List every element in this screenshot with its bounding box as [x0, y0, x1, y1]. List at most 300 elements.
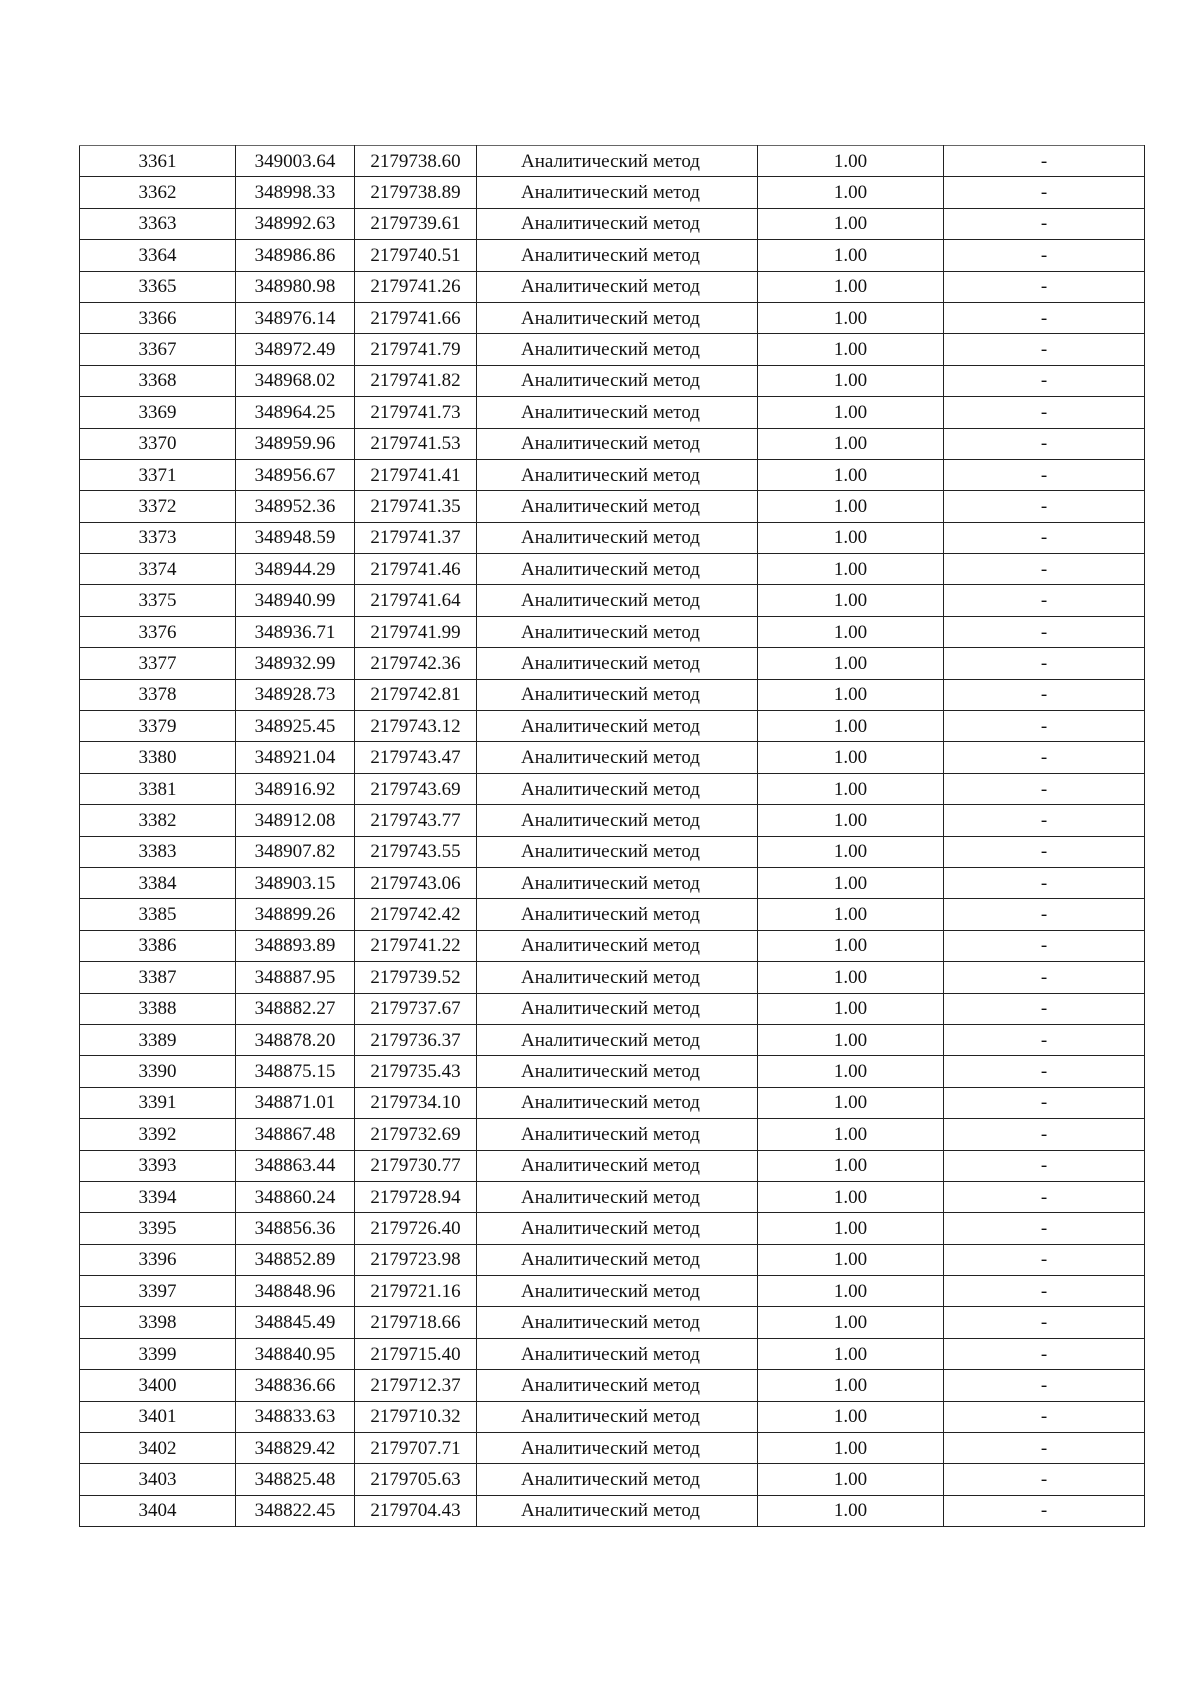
- method-cell: Аналитический метод: [477, 993, 758, 1024]
- y-coordinate-cell: 2179736.37: [355, 1024, 477, 1055]
- y-coordinate-cell: 2179704.43: [355, 1495, 477, 1526]
- y-coordinate-cell: 2179742.36: [355, 648, 477, 679]
- point-number-cell: 3388: [80, 993, 236, 1024]
- accuracy-cell: 1.00: [758, 1464, 944, 1495]
- description-cell: -: [944, 1213, 1145, 1244]
- accuracy-cell: 1.00: [758, 1401, 944, 1432]
- description-cell: -: [944, 334, 1145, 365]
- y-coordinate-cell: 2179735.43: [355, 1056, 477, 1087]
- description-cell: -: [944, 208, 1145, 239]
- method-cell: Аналитический метод: [477, 302, 758, 333]
- y-coordinate-cell: 2179743.06: [355, 867, 477, 898]
- point-number-cell: 3397: [80, 1276, 236, 1307]
- method-cell: Аналитический метод: [477, 1119, 758, 1150]
- description-cell: -: [944, 1150, 1145, 1181]
- method-cell: Аналитический метод: [477, 742, 758, 773]
- description-cell: -: [944, 1087, 1145, 1118]
- point-number-cell: 3383: [80, 836, 236, 867]
- accuracy-cell: 1.00: [758, 1181, 944, 1212]
- x-coordinate-cell: 348948.59: [236, 522, 355, 553]
- method-cell: Аналитический метод: [477, 397, 758, 428]
- description-cell: -: [944, 1370, 1145, 1401]
- table-row: [80, 1150, 1145, 1181]
- point-number-cell: 3385: [80, 899, 236, 930]
- point-number-cell: 3361: [80, 146, 236, 177]
- table-row: [80, 962, 1145, 993]
- description-cell: -: [944, 836, 1145, 867]
- y-coordinate-cell: 2179721.16: [355, 1276, 477, 1307]
- table-row: [80, 773, 1145, 804]
- y-coordinate-cell: 2179741.35: [355, 491, 477, 522]
- description-cell: -: [944, 1276, 1145, 1307]
- y-coordinate-cell: 2179741.99: [355, 616, 477, 647]
- x-coordinate-cell: 348882.27: [236, 993, 355, 1024]
- description-cell: -: [944, 428, 1145, 459]
- x-coordinate-cell: 348968.02: [236, 365, 355, 396]
- method-cell: Аналитический метод: [477, 836, 758, 867]
- description-cell: -: [944, 773, 1145, 804]
- y-coordinate-cell: 2179743.47: [355, 742, 477, 773]
- table-row: [80, 240, 1145, 271]
- table-row: [80, 1338, 1145, 1369]
- table-row: [80, 334, 1145, 365]
- description-cell: -: [944, 962, 1145, 993]
- description-cell: -: [944, 585, 1145, 616]
- method-cell: Аналитический метод: [477, 711, 758, 742]
- accuracy-cell: 1.00: [758, 302, 944, 333]
- table-row: [80, 146, 1145, 177]
- accuracy-cell: 1.00: [758, 208, 944, 239]
- x-coordinate-cell: 348845.49: [236, 1307, 355, 1338]
- method-cell: Аналитический метод: [477, 1338, 758, 1369]
- accuracy-cell: 1.00: [758, 459, 944, 490]
- y-coordinate-cell: 2179741.37: [355, 522, 477, 553]
- description-cell: -: [944, 1464, 1145, 1495]
- table-row: [80, 585, 1145, 616]
- point-number-cell: 3374: [80, 554, 236, 585]
- accuracy-cell: 1.00: [758, 585, 944, 616]
- method-cell: Аналитический метод: [477, 930, 758, 961]
- accuracy-cell: 1.00: [758, 1276, 944, 1307]
- description-cell: -: [944, 554, 1145, 585]
- method-cell: Аналитический метод: [477, 1276, 758, 1307]
- method-cell: Аналитический метод: [477, 679, 758, 710]
- description-cell: -: [944, 1433, 1145, 1464]
- accuracy-cell: 1.00: [758, 867, 944, 898]
- y-coordinate-cell: 2179723.98: [355, 1244, 477, 1275]
- point-number-cell: 3395: [80, 1213, 236, 1244]
- x-coordinate-cell: 348893.89: [236, 930, 355, 961]
- accuracy-cell: 1.00: [758, 773, 944, 804]
- table-row: [80, 1056, 1145, 1087]
- point-number-cell: 3394: [80, 1181, 236, 1212]
- table-row: [80, 742, 1145, 773]
- point-number-cell: 3367: [80, 334, 236, 365]
- method-cell: Аналитический метод: [477, 522, 758, 553]
- accuracy-cell: 1.00: [758, 711, 944, 742]
- description-cell: -: [944, 1056, 1145, 1087]
- x-coordinate-cell: 348956.67: [236, 459, 355, 490]
- method-cell: Аналитический метод: [477, 1024, 758, 1055]
- table-row: [80, 1495, 1145, 1526]
- x-coordinate-cell: 348992.63: [236, 208, 355, 239]
- method-cell: Аналитический метод: [477, 1433, 758, 1464]
- y-coordinate-cell: 2179740.51: [355, 240, 477, 271]
- y-coordinate-cell: 2179730.77: [355, 1150, 477, 1181]
- table-row: [80, 271, 1145, 302]
- description-cell: -: [944, 1307, 1145, 1338]
- y-coordinate-cell: 2179718.66: [355, 1307, 477, 1338]
- point-number-cell: 3399: [80, 1338, 236, 1369]
- point-number-cell: 3377: [80, 648, 236, 679]
- table-row: [80, 177, 1145, 208]
- y-coordinate-cell: 2179705.63: [355, 1464, 477, 1495]
- y-coordinate-cell: 2179734.10: [355, 1087, 477, 1118]
- x-coordinate-cell: 348903.15: [236, 867, 355, 898]
- x-coordinate-cell: 348932.99: [236, 648, 355, 679]
- coordinates-table: [79, 145, 1145, 1527]
- y-coordinate-cell: 2179710.32: [355, 1401, 477, 1432]
- table-row: [80, 302, 1145, 333]
- description-cell: -: [944, 1401, 1145, 1432]
- x-coordinate-cell: 348944.29: [236, 554, 355, 585]
- description-cell: -: [944, 1119, 1145, 1150]
- table-row: [80, 208, 1145, 239]
- table-row: [80, 679, 1145, 710]
- description-cell: -: [944, 993, 1145, 1024]
- y-coordinate-cell: 2179732.69: [355, 1119, 477, 1150]
- description-cell: -: [944, 616, 1145, 647]
- table-row: [80, 616, 1145, 647]
- x-coordinate-cell: 348998.33: [236, 177, 355, 208]
- table-row: [80, 459, 1145, 490]
- table-row: [80, 1244, 1145, 1275]
- y-coordinate-cell: 2179741.26: [355, 271, 477, 302]
- accuracy-cell: 1.00: [758, 397, 944, 428]
- accuracy-cell: 1.00: [758, 899, 944, 930]
- point-number-cell: 3390: [80, 1056, 236, 1087]
- table-row: [80, 993, 1145, 1024]
- method-cell: Аналитический метод: [477, 1401, 758, 1432]
- x-coordinate-cell: 348875.15: [236, 1056, 355, 1087]
- description-cell: -: [944, 1244, 1145, 1275]
- point-number-cell: 3376: [80, 616, 236, 647]
- x-coordinate-cell: 348878.20: [236, 1024, 355, 1055]
- x-coordinate-cell: 348899.26: [236, 899, 355, 930]
- accuracy-cell: 1.00: [758, 334, 944, 365]
- accuracy-cell: 1.00: [758, 177, 944, 208]
- y-coordinate-cell: 2179741.82: [355, 365, 477, 396]
- y-coordinate-cell: 2179728.94: [355, 1181, 477, 1212]
- x-coordinate-cell: 348907.82: [236, 836, 355, 867]
- method-cell: Аналитический метод: [477, 428, 758, 459]
- accuracy-cell: 1.00: [758, 1433, 944, 1464]
- x-coordinate-cell: 348840.95: [236, 1338, 355, 1369]
- x-coordinate-cell: 348860.24: [236, 1181, 355, 1212]
- description-cell: -: [944, 459, 1145, 490]
- table-row: [80, 1370, 1145, 1401]
- point-number-cell: 3364: [80, 240, 236, 271]
- x-coordinate-cell: 348936.71: [236, 616, 355, 647]
- y-coordinate-cell: 2179741.64: [355, 585, 477, 616]
- method-cell: Аналитический метод: [477, 491, 758, 522]
- x-coordinate-cell: 348822.45: [236, 1495, 355, 1526]
- accuracy-cell: 1.00: [758, 1370, 944, 1401]
- description-cell: -: [944, 397, 1145, 428]
- x-coordinate-cell: 348921.04: [236, 742, 355, 773]
- accuracy-cell: 1.00: [758, 962, 944, 993]
- point-number-cell: 3373: [80, 522, 236, 553]
- x-coordinate-cell: 348959.96: [236, 428, 355, 459]
- description-cell: -: [944, 271, 1145, 302]
- y-coordinate-cell: 2179741.41: [355, 459, 477, 490]
- accuracy-cell: 1.00: [758, 805, 944, 836]
- point-number-cell: 3381: [80, 773, 236, 804]
- y-coordinate-cell: 2179741.53: [355, 428, 477, 459]
- point-number-cell: 3375: [80, 585, 236, 616]
- y-coordinate-cell: 2179739.61: [355, 208, 477, 239]
- table-row: [80, 1119, 1145, 1150]
- method-cell: Аналитический метод: [477, 1056, 758, 1087]
- point-number-cell: 3365: [80, 271, 236, 302]
- accuracy-cell: 1.00: [758, 428, 944, 459]
- accuracy-cell: 1.00: [758, 1087, 944, 1118]
- x-coordinate-cell: 348829.42: [236, 1433, 355, 1464]
- accuracy-cell: 1.00: [758, 1119, 944, 1150]
- description-cell: -: [944, 1181, 1145, 1212]
- y-coordinate-cell: 2179741.73: [355, 397, 477, 428]
- y-coordinate-cell: 2179743.69: [355, 773, 477, 804]
- accuracy-cell: 1.00: [758, 930, 944, 961]
- table-row: [80, 711, 1145, 742]
- accuracy-cell: 1.00: [758, 522, 944, 553]
- point-number-cell: 3378: [80, 679, 236, 710]
- y-coordinate-cell: 2179707.71: [355, 1433, 477, 1464]
- accuracy-cell: 1.00: [758, 240, 944, 271]
- description-cell: -: [944, 867, 1145, 898]
- point-number-cell: 3369: [80, 397, 236, 428]
- accuracy-cell: 1.00: [758, 1056, 944, 1087]
- method-cell: Аналитический метод: [477, 1307, 758, 1338]
- accuracy-cell: 1.00: [758, 993, 944, 1024]
- point-number-cell: 3384: [80, 867, 236, 898]
- description-cell: -: [944, 805, 1145, 836]
- x-coordinate-cell: 348928.73: [236, 679, 355, 710]
- accuracy-cell: 1.00: [758, 1244, 944, 1275]
- table-row: [80, 899, 1145, 930]
- y-coordinate-cell: 2179741.79: [355, 334, 477, 365]
- y-coordinate-cell: 2179742.42: [355, 899, 477, 930]
- table-row: [80, 1401, 1145, 1432]
- x-coordinate-cell: 348912.08: [236, 805, 355, 836]
- x-coordinate-cell: 349003.64: [236, 146, 355, 177]
- method-cell: Аналитический метод: [477, 1495, 758, 1526]
- point-number-cell: 3404: [80, 1495, 236, 1526]
- accuracy-cell: 1.00: [758, 365, 944, 396]
- table-row: [80, 491, 1145, 522]
- description-cell: -: [944, 742, 1145, 773]
- method-cell: Аналитический метод: [477, 554, 758, 585]
- x-coordinate-cell: 348863.44: [236, 1150, 355, 1181]
- description-cell: -: [944, 240, 1145, 271]
- x-coordinate-cell: 348964.25: [236, 397, 355, 428]
- accuracy-cell: 1.00: [758, 1213, 944, 1244]
- point-number-cell: 3402: [80, 1433, 236, 1464]
- point-number-cell: 3362: [80, 177, 236, 208]
- y-coordinate-cell: 2179742.81: [355, 679, 477, 710]
- x-coordinate-cell: 348952.36: [236, 491, 355, 522]
- x-coordinate-cell: 348925.45: [236, 711, 355, 742]
- accuracy-cell: 1.00: [758, 554, 944, 585]
- point-number-cell: 3393: [80, 1150, 236, 1181]
- description-cell: -: [944, 648, 1145, 679]
- accuracy-cell: 1.00: [758, 271, 944, 302]
- point-number-cell: 3398: [80, 1307, 236, 1338]
- description-cell: -: [944, 1024, 1145, 1055]
- x-coordinate-cell: 348986.86: [236, 240, 355, 271]
- description-cell: -: [944, 491, 1145, 522]
- description-cell: -: [944, 177, 1145, 208]
- description-cell: -: [944, 365, 1145, 396]
- method-cell: Аналитический метод: [477, 177, 758, 208]
- accuracy-cell: 1.00: [758, 648, 944, 679]
- x-coordinate-cell: 348825.48: [236, 1464, 355, 1495]
- x-coordinate-cell: 348940.99: [236, 585, 355, 616]
- accuracy-cell: 1.00: [758, 1307, 944, 1338]
- accuracy-cell: 1.00: [758, 491, 944, 522]
- x-coordinate-cell: 348972.49: [236, 334, 355, 365]
- point-number-cell: 3386: [80, 930, 236, 961]
- description-cell: -: [944, 522, 1145, 553]
- description-cell: -: [944, 930, 1145, 961]
- point-number-cell: 3368: [80, 365, 236, 396]
- method-cell: Аналитический метод: [477, 459, 758, 490]
- table-row: [80, 365, 1145, 396]
- point-number-cell: 3370: [80, 428, 236, 459]
- method-cell: Аналитический метод: [477, 1370, 758, 1401]
- method-cell: Аналитический метод: [477, 334, 758, 365]
- x-coordinate-cell: 348916.92: [236, 773, 355, 804]
- point-number-cell: 3387: [80, 962, 236, 993]
- method-cell: Аналитический метод: [477, 365, 758, 396]
- method-cell: Аналитический метод: [477, 1213, 758, 1244]
- accuracy-cell: 1.00: [758, 742, 944, 773]
- point-number-cell: 3392: [80, 1119, 236, 1150]
- point-number-cell: 3366: [80, 302, 236, 333]
- accuracy-cell: 1.00: [758, 146, 944, 177]
- point-number-cell: 3403: [80, 1464, 236, 1495]
- y-coordinate-cell: 2179741.22: [355, 930, 477, 961]
- table-row: [80, 1433, 1145, 1464]
- accuracy-cell: 1.00: [758, 1150, 944, 1181]
- x-coordinate-cell: 348852.89: [236, 1244, 355, 1275]
- x-coordinate-cell: 348980.98: [236, 271, 355, 302]
- x-coordinate-cell: 348976.14: [236, 302, 355, 333]
- table-row: [80, 648, 1145, 679]
- y-coordinate-cell: 2179726.40: [355, 1213, 477, 1244]
- point-number-cell: 3380: [80, 742, 236, 773]
- x-coordinate-cell: 348887.95: [236, 962, 355, 993]
- y-coordinate-cell: 2179743.55: [355, 836, 477, 867]
- x-coordinate-cell: 348848.96: [236, 1276, 355, 1307]
- table-row: [80, 1464, 1145, 1495]
- accuracy-cell: 1.00: [758, 1495, 944, 1526]
- table-row: [80, 836, 1145, 867]
- table-row: [80, 1307, 1145, 1338]
- point-number-cell: 3391: [80, 1087, 236, 1118]
- y-coordinate-cell: 2179743.77: [355, 805, 477, 836]
- method-cell: Аналитический метод: [477, 1150, 758, 1181]
- point-number-cell: 3371: [80, 459, 236, 490]
- x-coordinate-cell: 348833.63: [236, 1401, 355, 1432]
- accuracy-cell: 1.00: [758, 679, 944, 710]
- description-cell: -: [944, 1495, 1145, 1526]
- method-cell: Аналитический метод: [477, 208, 758, 239]
- table-row: [80, 1276, 1145, 1307]
- y-coordinate-cell: 2179712.37: [355, 1370, 477, 1401]
- point-number-cell: 3372: [80, 491, 236, 522]
- coordinates-table-body: [80, 146, 1145, 1527]
- y-coordinate-cell: 2179743.12: [355, 711, 477, 742]
- point-number-cell: 3379: [80, 711, 236, 742]
- table-row: [80, 522, 1145, 553]
- method-cell: Аналитический метод: [477, 648, 758, 679]
- table-row: [80, 867, 1145, 898]
- table-row: [80, 1181, 1145, 1212]
- method-cell: Аналитический метод: [477, 867, 758, 898]
- y-coordinate-cell: 2179739.52: [355, 962, 477, 993]
- y-coordinate-cell: 2179741.66: [355, 302, 477, 333]
- method-cell: Аналитический метод: [477, 773, 758, 804]
- description-cell: -: [944, 146, 1145, 177]
- table-row: [80, 1024, 1145, 1055]
- method-cell: Аналитический метод: [477, 271, 758, 302]
- method-cell: Аналитический метод: [477, 616, 758, 647]
- point-number-cell: 3363: [80, 208, 236, 239]
- point-number-cell: 3382: [80, 805, 236, 836]
- accuracy-cell: 1.00: [758, 616, 944, 647]
- accuracy-cell: 1.00: [758, 1024, 944, 1055]
- y-coordinate-cell: 2179715.40: [355, 1338, 477, 1369]
- method-cell: Аналитический метод: [477, 1087, 758, 1118]
- table-row: [80, 930, 1145, 961]
- x-coordinate-cell: 348836.66: [236, 1370, 355, 1401]
- table-row: [80, 554, 1145, 585]
- table-row: [80, 397, 1145, 428]
- description-cell: -: [944, 679, 1145, 710]
- y-coordinate-cell: 2179737.67: [355, 993, 477, 1024]
- table-row: [80, 428, 1145, 459]
- method-cell: Аналитический метод: [477, 962, 758, 993]
- description-cell: -: [944, 302, 1145, 333]
- method-cell: Аналитический метод: [477, 146, 758, 177]
- description-cell: -: [944, 711, 1145, 742]
- y-coordinate-cell: 2179741.46: [355, 554, 477, 585]
- point-number-cell: 3396: [80, 1244, 236, 1275]
- point-number-cell: 3401: [80, 1401, 236, 1432]
- point-number-cell: 3400: [80, 1370, 236, 1401]
- description-cell: -: [944, 1338, 1145, 1369]
- x-coordinate-cell: 348871.01: [236, 1087, 355, 1118]
- x-coordinate-cell: 348856.36: [236, 1213, 355, 1244]
- description-cell: -: [944, 899, 1145, 930]
- method-cell: Аналитический метод: [477, 805, 758, 836]
- y-coordinate-cell: 2179738.89: [355, 177, 477, 208]
- x-coordinate-cell: 348867.48: [236, 1119, 355, 1150]
- point-number-cell: 3389: [80, 1024, 236, 1055]
- table-row: [80, 805, 1145, 836]
- method-cell: Аналитический метод: [477, 899, 758, 930]
